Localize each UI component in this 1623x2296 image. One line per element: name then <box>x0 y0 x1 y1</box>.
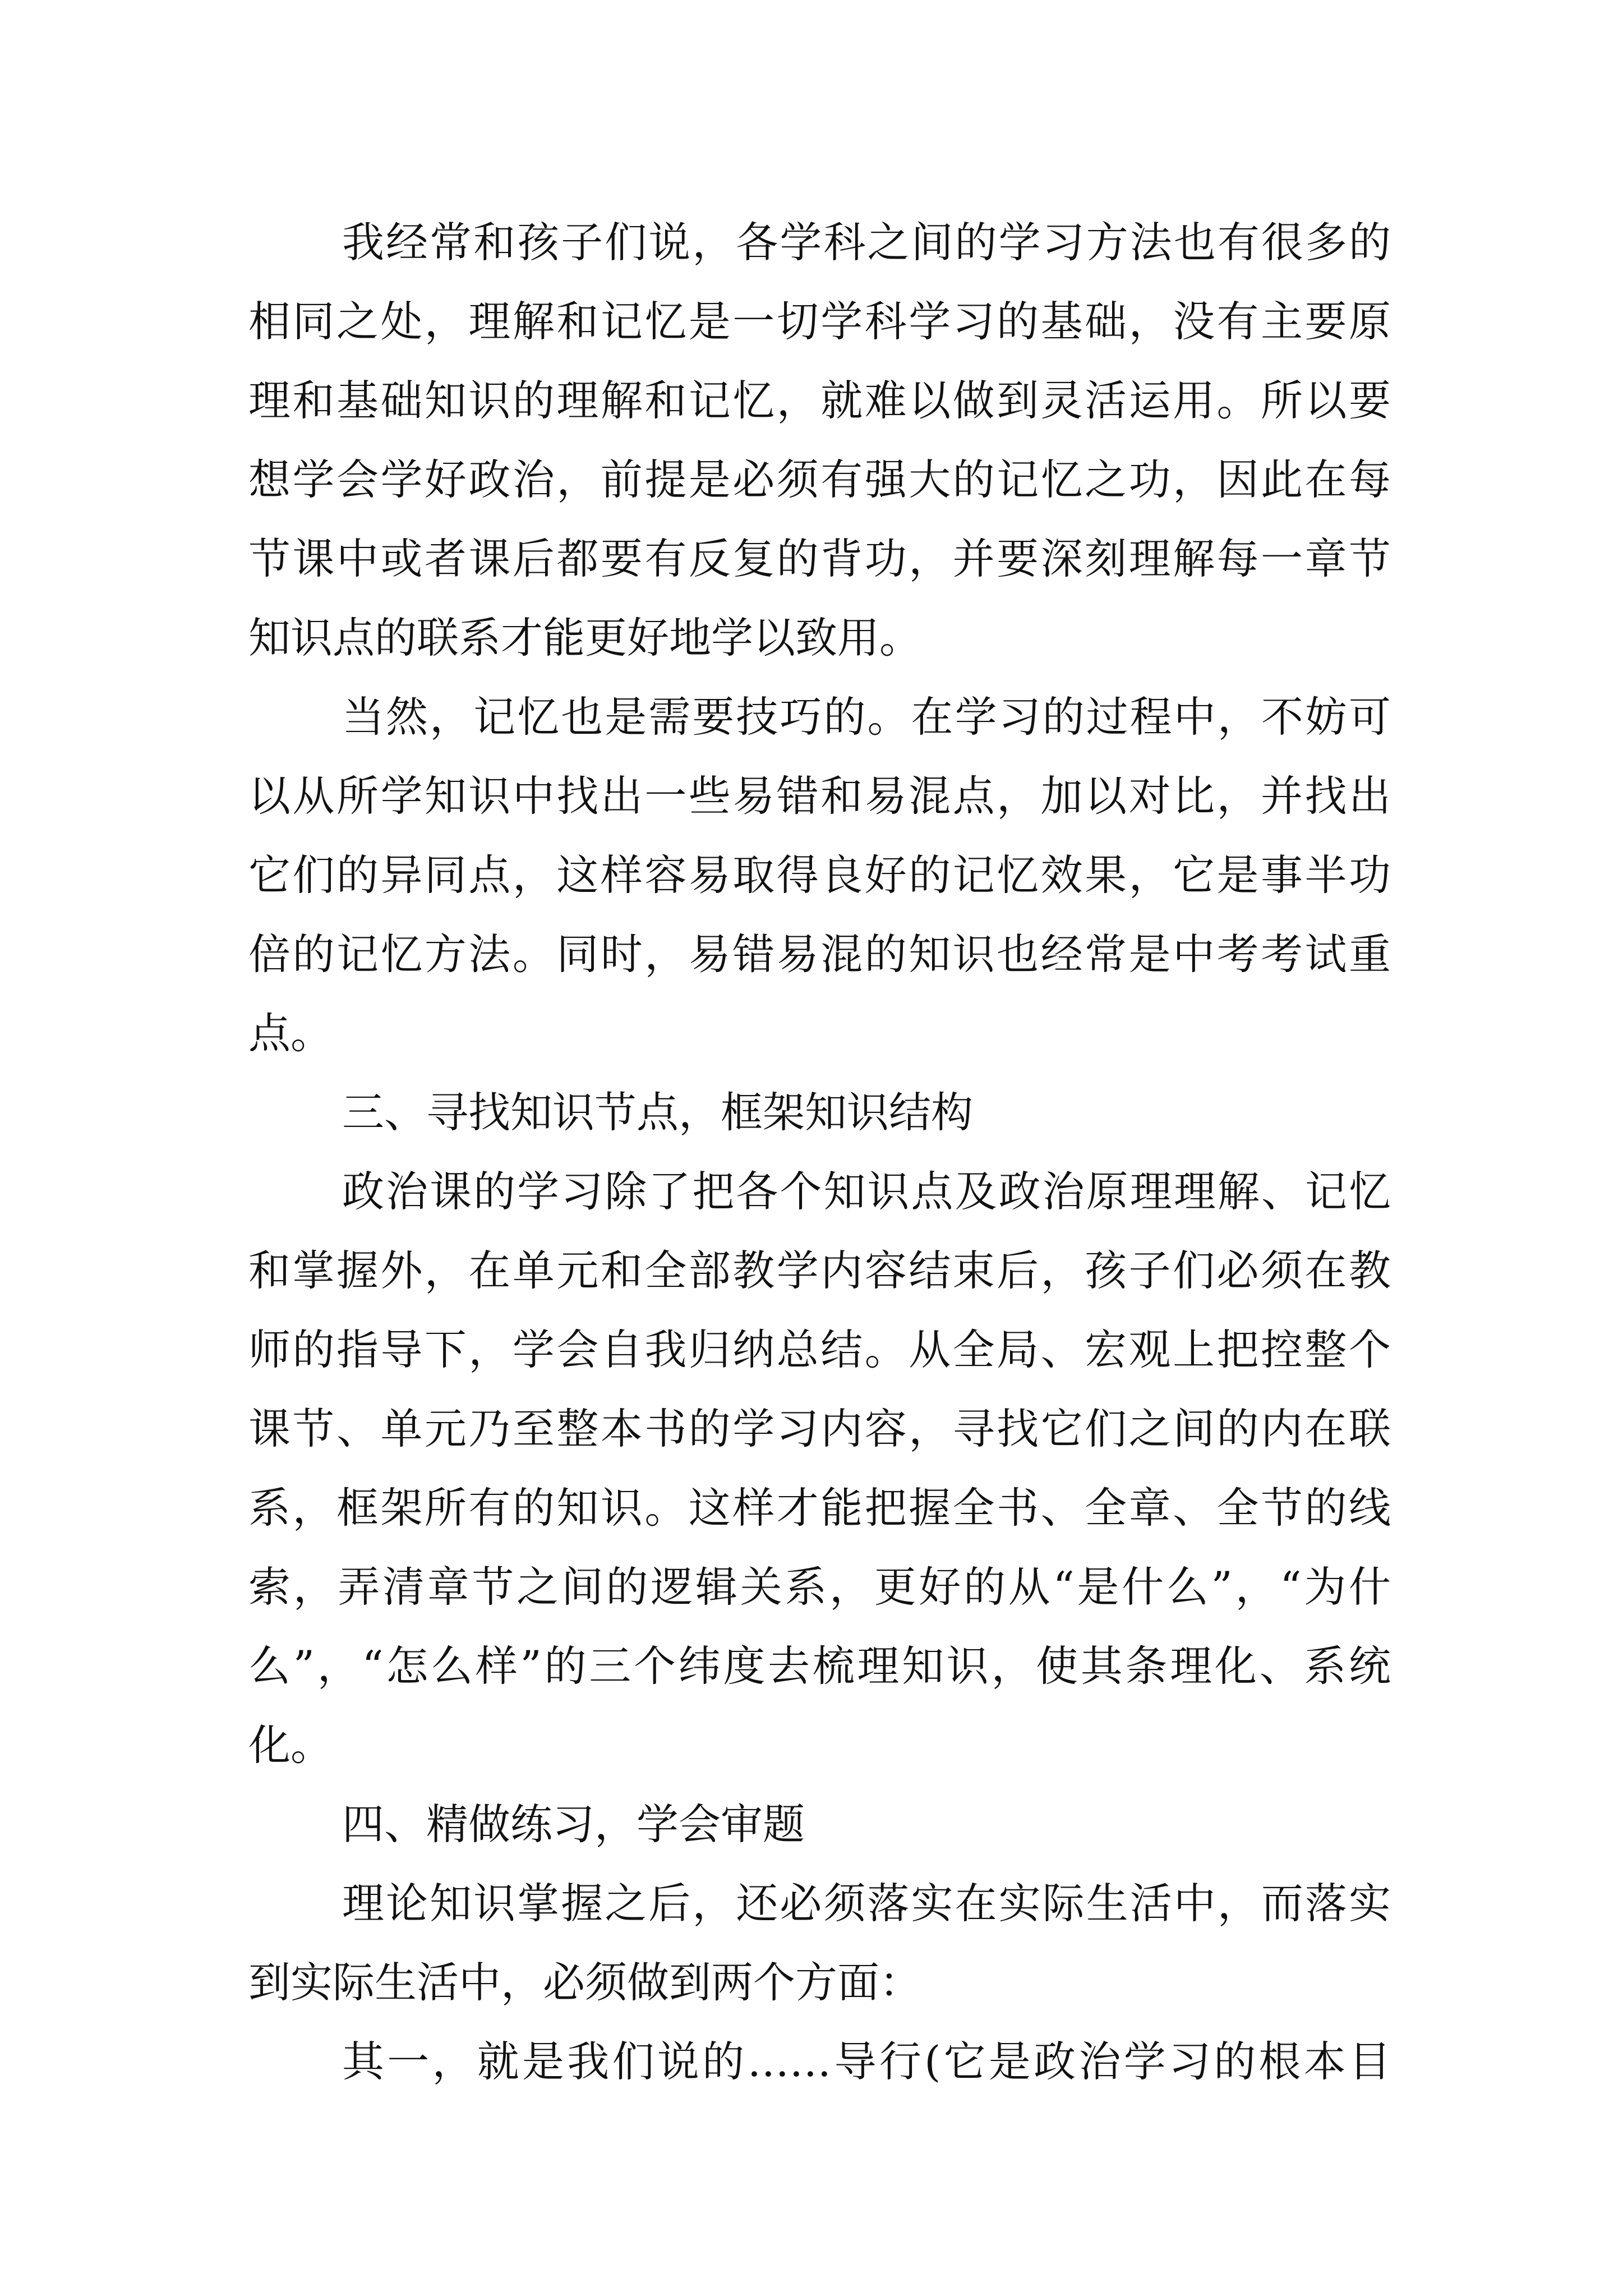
text-line: 其一，就是我们说的……导行(它是政治学习的根本目 <box>342 2037 1391 2086</box>
text-line: 么”，“怎么样”的三个纬度去梳理知识，使其条理化、系统 <box>248 1641 1391 1691</box>
text-line: 和掌握外，在单元和全部教学内容结束后，孩子们必须在教 <box>248 1246 1391 1295</box>
text-line: 理和基础知识的理解和记忆，就难以做到灵活运用。所以要 <box>248 376 1391 425</box>
text-line: 师的指导下，学会自我归纳总结。从全局、宏观上把控整个 <box>248 1325 1391 1374</box>
text-line: 政治课的学习除了把各个知识点及政治原理理解、记忆 <box>342 1167 1391 1216</box>
text-line: 它们的异同点，这样容易取得良好的记忆效果，它是事半功 <box>248 850 1391 900</box>
text-line: 以从所学知识中找出一些易错和易混点，加以对比，并找出 <box>248 771 1391 821</box>
text-line: 我经常和孩子们说，各学科之间的学习方法也有很多的 <box>342 218 1391 267</box>
text-line: 化。 <box>248 1720 333 1770</box>
section-heading: 四、精做练习，学会审题 <box>342 1800 805 1849</box>
text-line: 课节、单元乃至整本书的学习内容，寻找它们之间的内在联 <box>248 1404 1391 1453</box>
text-line: 相同之处，理解和记忆是一切学科学习的基础，没有主要原 <box>248 297 1391 346</box>
text-line: 理论知识掌握之后，还必须落实在实际生活中，而落实 <box>342 1879 1391 1928</box>
text-line: 系，框架所有的知识。这样才能把握全书、全章、全节的线 <box>248 1483 1391 1533</box>
text-line: 点。 <box>248 1009 333 1058</box>
text-line: 节课中或者课后都要有反复的背功，并要深刻理解每一章节 <box>248 534 1391 583</box>
section-heading: 三、寻找知识节点，框架知识结构 <box>342 1088 974 1137</box>
text-line: 当然，记忆也是需要技巧的。在学习的过程中，不妨可 <box>342 692 1391 742</box>
text-line: 到实际生活中，必须做到两个方面： <box>248 1958 922 2007</box>
text-line: 想学会学好政治，前提是必须有强大的记忆之功，因此在每 <box>248 455 1391 504</box>
text-line: 索，弄清章节之间的逻辑关系，更好的从“是什么”，“为什 <box>248 1562 1391 1612</box>
text-line: 知识点的联系才能更好地学以致用。 <box>248 613 922 662</box>
text-line: 倍的记忆方法。同时，易错易混的知识也经常是中考考试重 <box>248 930 1391 979</box>
